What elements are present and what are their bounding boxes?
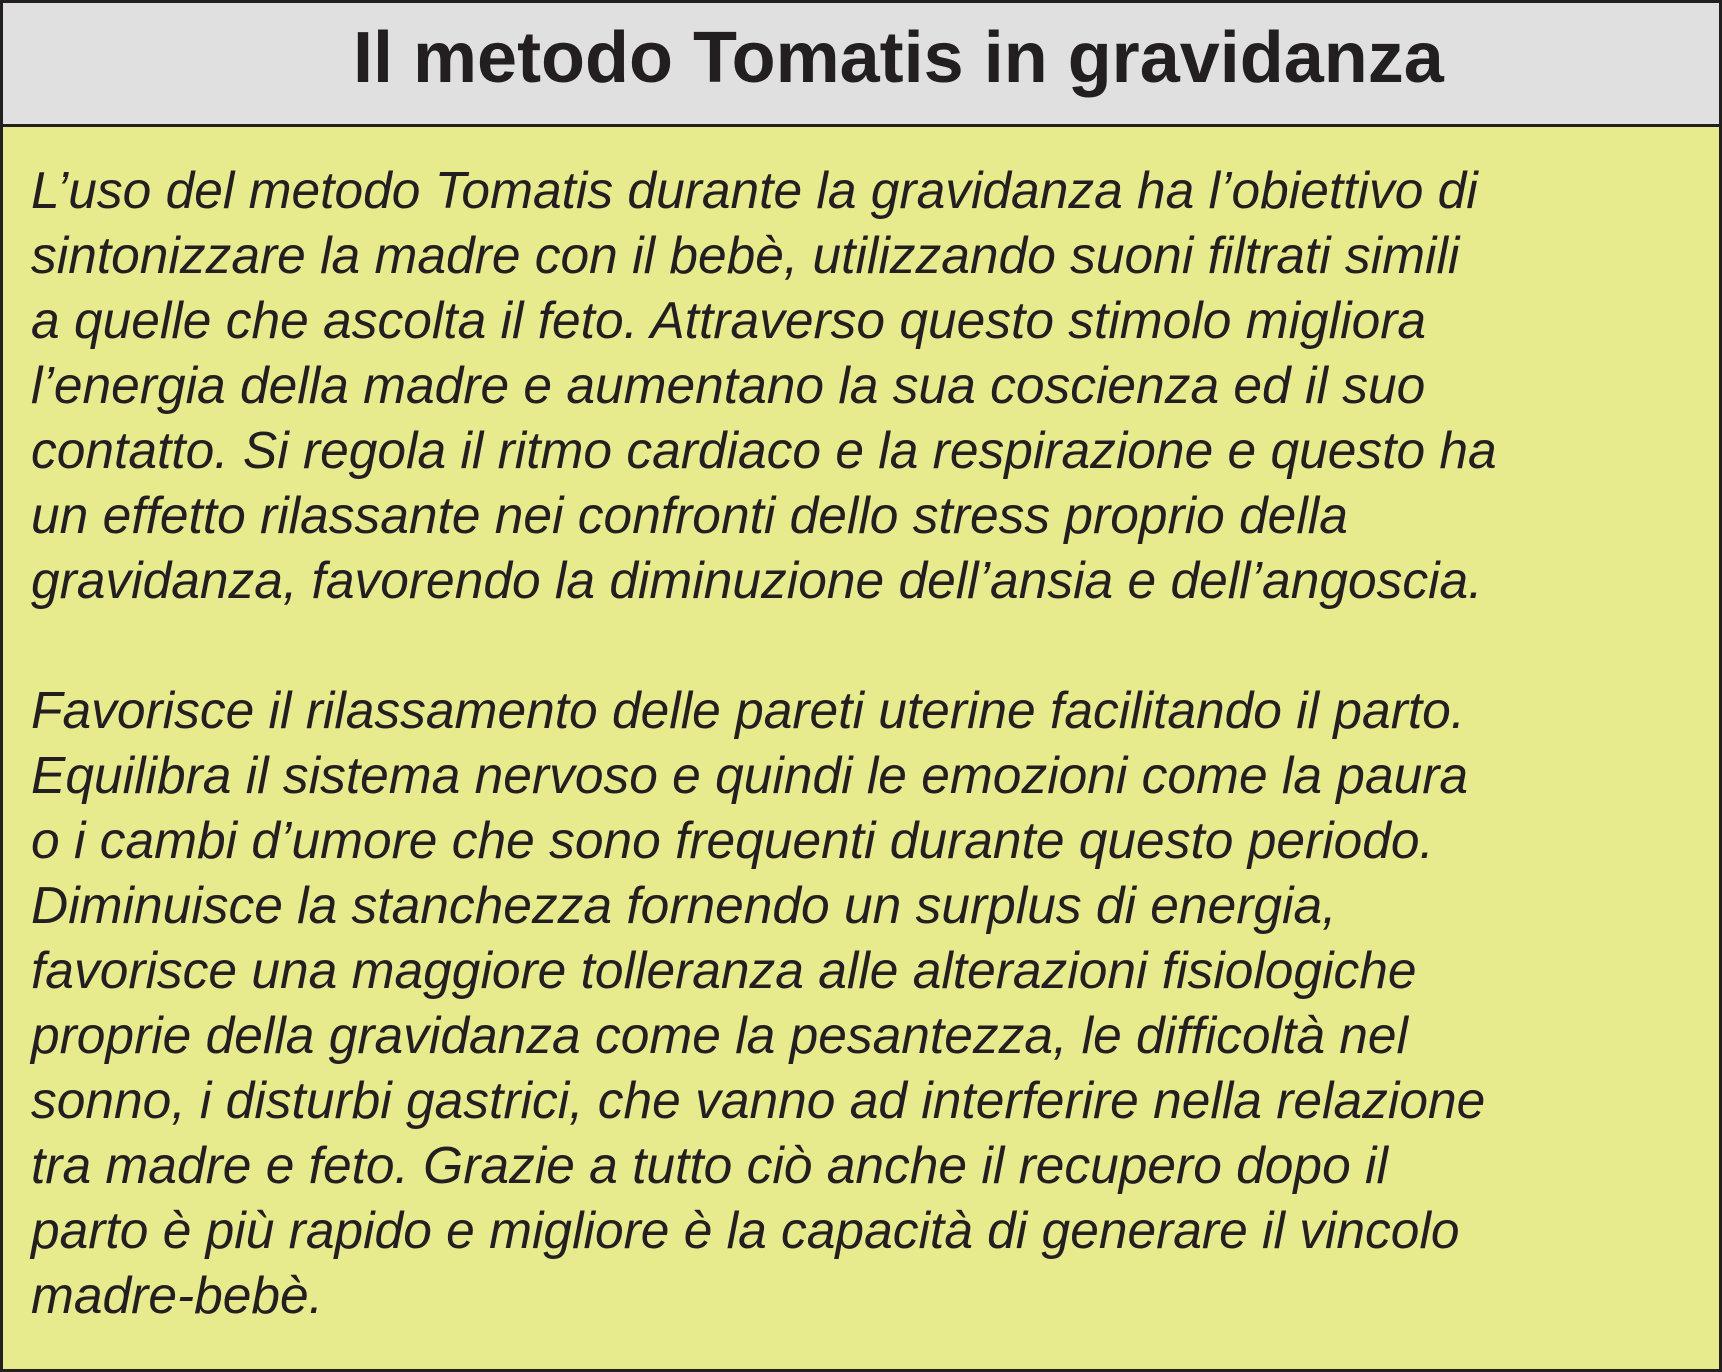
- text-line: Favorisce il rilassamento delle pareti uterine facilitando il parto.: [31, 681, 1466, 739]
- text-line: a quelle che ascolta il feto. Attraverso questo stimolo migliora: [31, 291, 1427, 349]
- paragraph-1: [31, 158, 1711, 613]
- text-line: tra madre e feto. Grazie a tutto ciò anche il recupero dopo il: [31, 1136, 1388, 1194]
- paragraph-2: [31, 678, 1711, 1328]
- page-title: Il metodo Tomatis in gravidanza: [353, 18, 1444, 98]
- text-line: l’energia della madre e aumentano la sua coscienza ed il suo: [31, 356, 1426, 414]
- text-line: Diminuisce la stanchezza fornendo un surplus di energia,: [31, 876, 1337, 934]
- text-line: sonno, i disturbi gastrici, che vanno ad interferire nella relazione: [31, 1071, 1486, 1129]
- title-bar: [3, 3, 1719, 127]
- text-line: o i cambi d’umore che sono frequenti durante questo periodo.: [31, 811, 1434, 869]
- text-line: L’uso del metodo Tomatis durante la gravidanza ha l’obiettivo di: [31, 161, 1478, 219]
- text-line: Equilibra il sistema nervoso e quindi le emozioni come la paura: [31, 746, 1469, 804]
- text-line: gravidanza, favorendo la diminuzione dell’ansia e dell’angoscia.: [31, 551, 1483, 609]
- text-line: parto è più rapido e migliore è la capacità di generare il vincolo: [31, 1201, 1460, 1259]
- body-text: [31, 158, 1711, 1328]
- text-line: sintonizzare la madre con il bebè, utilizzando suoni filtrati simili: [31, 226, 1460, 284]
- text-line: proprie della gravidanza come la pesantezza, le difficoltà nel: [31, 1006, 1408, 1064]
- text-line: favorisce una maggiore tolleranza alle alterazioni fisiologiche: [31, 941, 1417, 999]
- text-line: madre-bebè.: [31, 1266, 324, 1324]
- text-line: un effetto rilassante nei confronti dello stress proprio della: [31, 486, 1348, 544]
- text-line: contatto. Si regola il ritmo cardiaco e la respirazione e questo ha: [31, 421, 1497, 479]
